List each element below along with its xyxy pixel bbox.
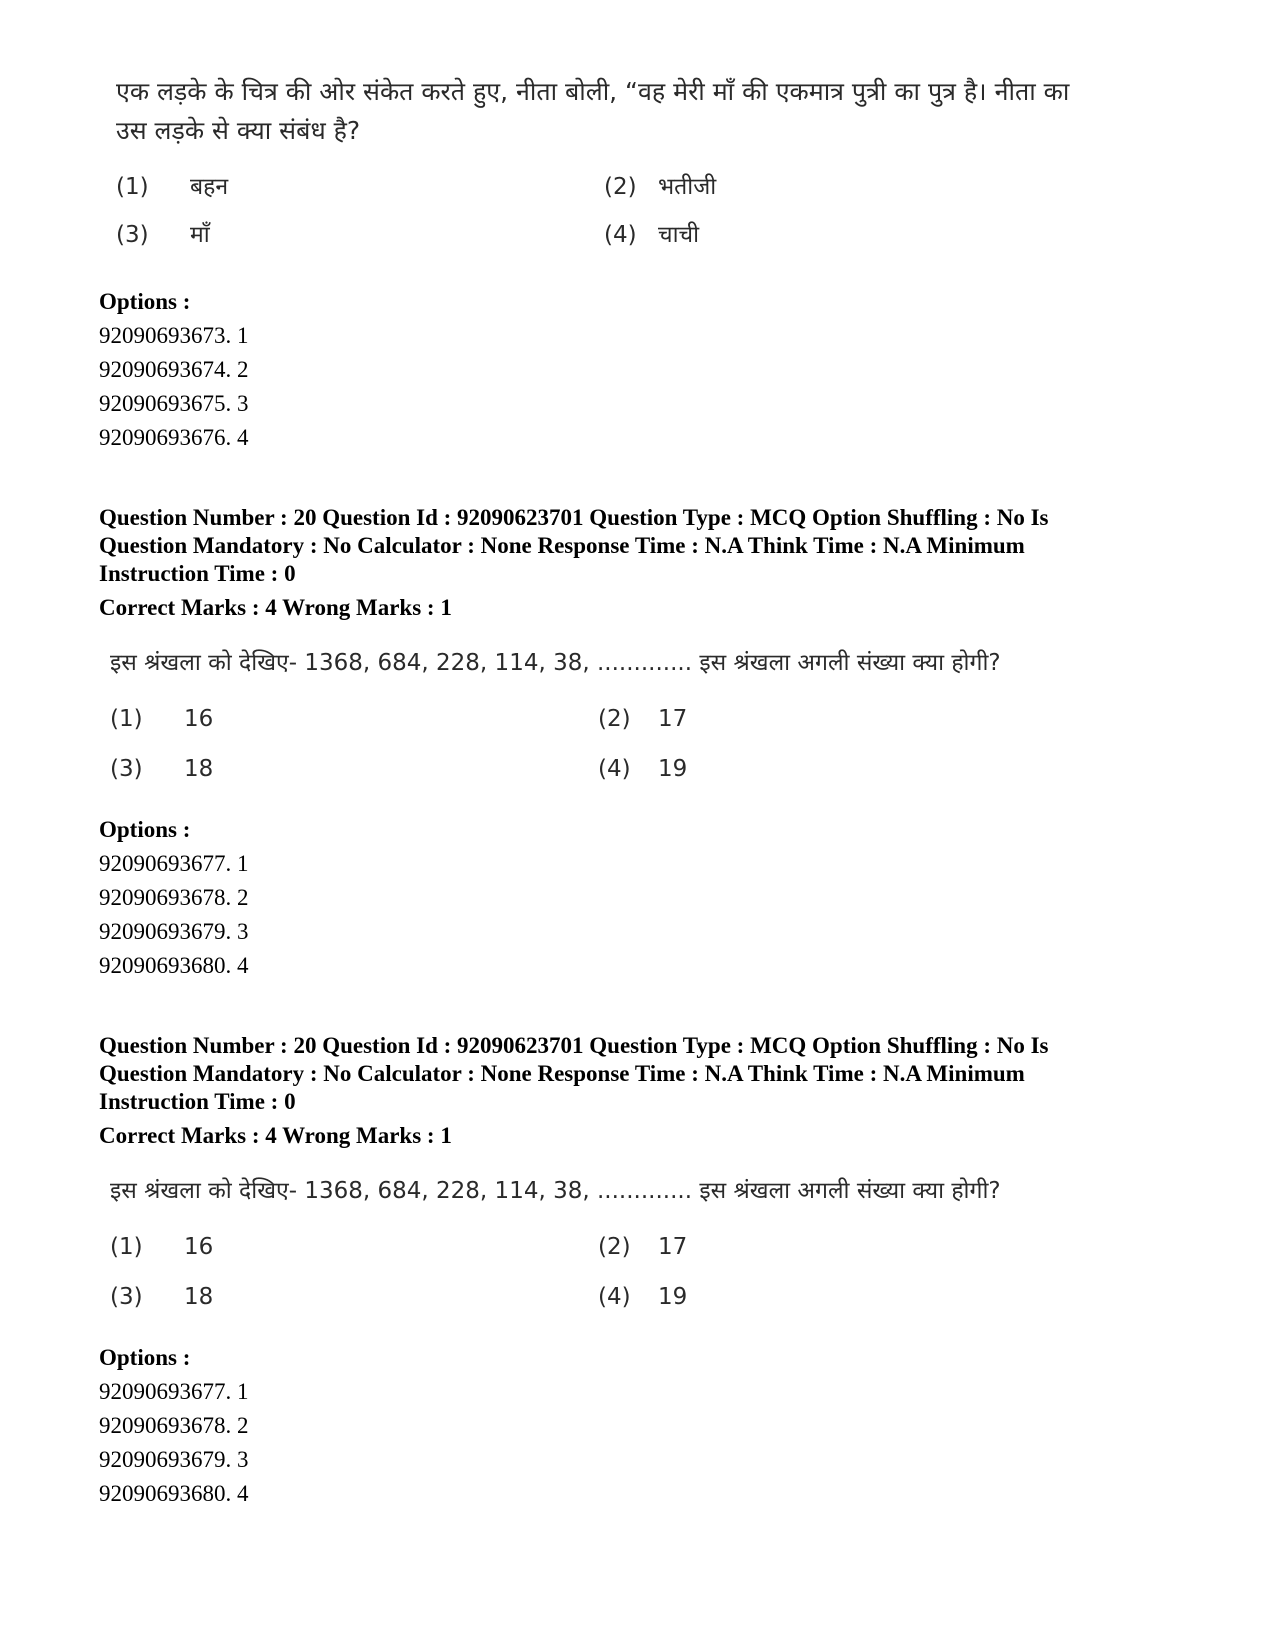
choice-number: (2) [598,706,631,732]
question-text-line-2: उस लड़के से क्या संबंध है? [116,116,361,145]
choice-text: माँ [190,222,210,248]
choice-number: (1) [116,174,149,200]
options-label: Options : [99,1345,191,1370]
choice-number: (1) [110,1234,143,1260]
choice-text: 19 [658,1284,688,1310]
choice-text: 18 [184,756,214,782]
question-meta-line-3: Instruction Time : 0 [99,561,296,586]
choice-number: (1) [110,706,143,732]
option-id-4: 92090693676. 4 [99,425,249,450]
choice-number: (2) [598,1234,631,1260]
option-id-4: 92090693680. 4 [99,953,249,978]
question-text-line-1: एक लड़के के चित्र की ओर संकेत करते हुए, नीता बोली, “वह मेरी माँ की एकमात्र पुत्री का पुत्र है। नीता का [116,77,1070,106]
choice-text: बहन [190,174,229,200]
choice-text: भतीजी [658,174,717,200]
question-meta-line-1: Question Number : 20 Question Id : 92090623701 Question Type : MCQ Option Shuffling : No Is [99,505,1049,530]
options-label: Options : [99,289,191,314]
option-id-3: 92090693679. 3 [99,919,249,944]
choice-text: 17 [658,1234,688,1260]
choice-text: 17 [658,706,688,732]
option-id-2: 92090693678. 2 [99,1413,249,1438]
options-label: Options : [99,817,191,842]
question-meta-line-3: Instruction Time : 0 [99,1089,296,1114]
marks-line: Correct Marks : 4 Wrong Marks : 1 [99,1123,452,1148]
option-id-4: 92090693680. 4 [99,1481,249,1506]
choice-text: 16 [184,1234,214,1260]
choice-number: (3) [110,1284,143,1310]
option-id-1: 92090693673. 1 [99,323,249,348]
choice-text: 18 [184,1284,214,1310]
question-text: इस श्रंखला को देखिए- 1368, 684, 228, 114, 38, ............. इस श्रंखला अगली संख्या क्या होगी? [110,1178,1001,1204]
choice-text: चाची [658,222,700,248]
question-meta-line-2: Question Mandatory : No Calculator : None Response Time : N.A Think Time : N.A Minimum [99,1061,1025,1086]
question-meta-line-1: Question Number : 20 Question Id : 92090623701 Question Type : MCQ Option Shuffling : No Is [99,1033,1049,1058]
choice-number: (2) [604,174,637,200]
option-id-2: 92090693674. 2 [99,357,249,382]
choice-number: (3) [116,222,149,248]
option-id-3: 92090693679. 3 [99,1447,249,1472]
choice-number: (4) [598,1284,631,1310]
option-id-1: 92090693677. 1 [99,851,249,876]
option-id-1: 92090693677. 1 [99,1379,249,1404]
question-text: इस श्रंखला को देखिए- 1368, 684, 228, 114, 38, ............. इस श्रंखला अगली संख्या क्या होगी? [110,650,1001,676]
question-meta-line-2: Question Mandatory : No Calculator : None Response Time : N.A Think Time : N.A Minimum [99,533,1025,558]
option-id-3: 92090693675. 3 [99,391,249,416]
marks-line: Correct Marks : 4 Wrong Marks : 1 [99,595,452,620]
choice-number: (4) [604,222,637,248]
choice-number: (3) [110,756,143,782]
option-id-2: 92090693678. 2 [99,885,249,910]
choice-text: 16 [184,706,214,732]
choice-text: 19 [658,756,688,782]
choice-number: (4) [598,756,631,782]
